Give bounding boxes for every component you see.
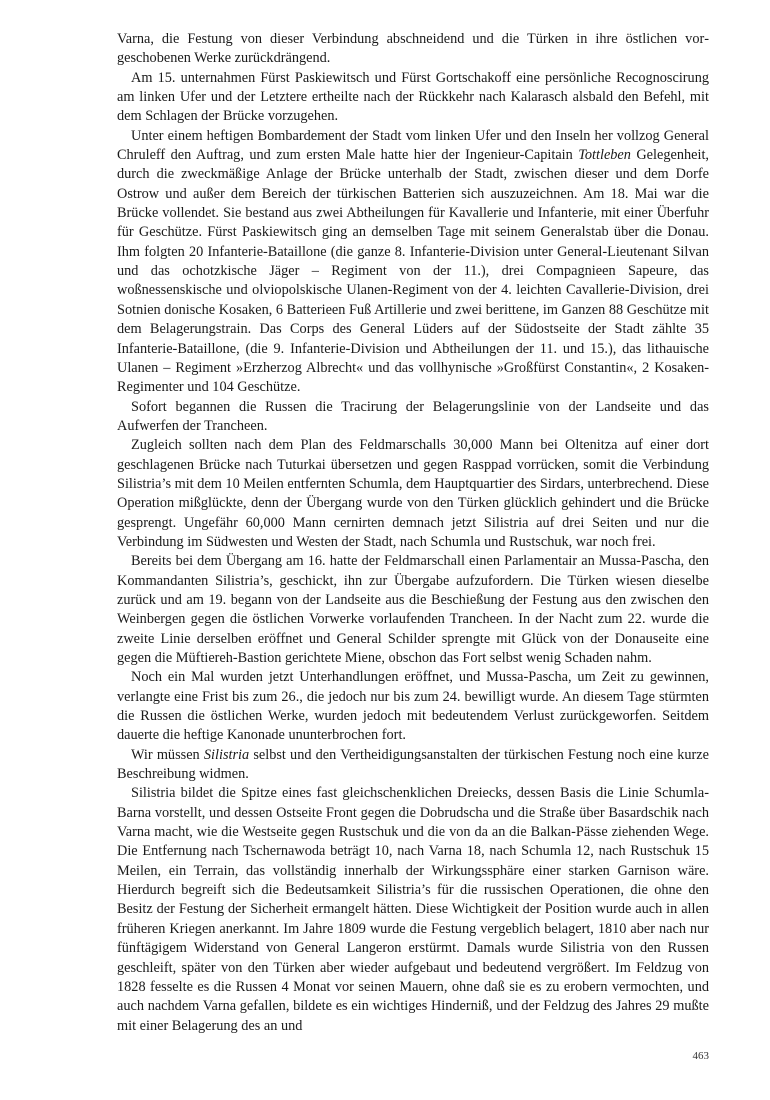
paragraph-8-part-b: selbst und den Vertheidigungsanstalten der türkischen Festung noch eine kurze Beschreibung widmen. — [117, 746, 709, 783]
paragraph-1: Varna, die Festung von dieser Verbindung abschneidend und die Türken in ihre östlichen vorgeschobenen Werke zurückdrängend. — [117, 31, 709, 67]
paragraph-4: Sofort begannen die Russen die Tracirung der Belagerungslinie von der Landseite und das Aufwerfen der Trancheen. — [117, 398, 709, 434]
paragraph-3-part-b: Gelegenheit, durch die zweckmäßige Anlage der Brücke unterhalb der Stadt, zwischen dieser und dem Dorfe Ostrow und außer dem Bereich der türkischen Batterien sich auszuzeichnen. Am 18. Mai war die Brücke vollendet. Sie bestand aus zwei Abtheilungen für Kavallerie und Infanterie, mit einer Überfuhr für Geschütze. Fürst Paskiewitsch ging an demselben Tage mit seinem Generalstab über die Donau. Ihm folgten 20 Infanterie-Bataillone (die ganze 8. Infanterie-Division unter General-Lieutenant Silvan und das ochotzkische Jäger – Regiment von der 11.), drei Compagnieen Sapeure, das woßnessenskische und olviopolskische Ulanen-Regiment von der 4. leichten Cavallerie-Division, drei Sotnien donische Kosaken, 6 Batterieen Fuß Artillerie und zwei berittene, im Ganzen 88 Geschütze mit dem Belagerungstrain. Das Corps des General Lüders auf der Südostseite der Stadt zählte 35 Infanterie-Bataillone, (die 9. Infanterie-Division und Abtheilungen der 11. und 15.), das lithauische Ulanen – Regiment »Erzherzog Albrecht« und das vollhynische »Großfürst Constantin«, 2 Kosaken-Regimenter und 104 Geschütze. — [117, 147, 710, 396]
paragraph-8 — [117, 746, 709, 785]
paragraph-6: Bereits bei dem Übergang am 16. hatte der Feldmarschall einen Parlamentair an Mussa-Pascha, den Kommandanten Silistria’s, geschickt, ihn zur Übergabe aufzufordern. Die Türken wiesen dieselbe zurück und am 19. begann von der Landseite aus die Beschießung der Festung aus den zwischen den Weinbergen gegen die östlichen Vorwerke vorlaufenden Trancheen. In der Nacht zum 22. wurde die zweite Linie derselben eröffnet und General Schilder sprengte mit Glück von der Donauseite eine gegen die Müftiereh-Bastion gerichtete Miene, obschon das Fort selbst wenig Schaden nahm. — [117, 553, 709, 666]
page-number: 463 — [692, 1050, 709, 1062]
paragraph-8-italic-name: Silistria — [203, 746, 250, 763]
paragraph-3-part-a: Unter einem heftigen Bombardement der Stadt vom linken Ufer und den Inseln her vollzog General Chruleff den Auftrag, und zum ersten Male hatte hier der Ingenieur-Capitain — [117, 127, 709, 164]
paragraph-9: Silistria bildet die Spitze eines fast gleichschenklichen Dreiecks, dessen Basis die Linie Schumla-Barna vorstellt, und dessen Ostseite Front gegen die Dobrudscha und die Straße über Basardschik nach Varna macht, wie die Westseite gegen Rustschuk und die von da an die Balkan-Pässe ziehenden Wege. Die Entfernung nach Tschernawoda beträgt 10, nach Varna 18, nach Schumla 12, nach Rustschuk 15 Meilen, ein Terrain, das vollständig innerhalb der Wirkungssphäre einer starken Garnison wäre. Hierdurch begreift sich die Bedeutsamkeit Silistria’s für die russischen Operationen, die ohne den Besitz der Festung der Sicherheit ermangelt hätten. Diese Wichtigkeit der Position wurde auch in allen früheren Kriegen anerkannt. Im Jahre 1809 wurde die Festung vergeblich belagert, 1810 aber nach nur fünftägigem Widerstand von General Langeron erstürmt. Damals wurde Silistria von den Russen geschleift, später von den Türken aber wieder aufgebaut und bedeutend vergrößert. Im Feldzug von 1828 fesselte es die Russen 4 Monat vor seinen Mauern, ohne daß sie es zu erobern vermochten, und auch nachdem Varna gefallen, bildete es ein wichtiges Hinderniß, und der Feldzug des Jahres 29 mußte mit einer Belagerung des an und — [117, 785, 709, 1034]
paragraph-8-part-a: Wir müssen — [131, 746, 204, 763]
paragraph-7: Noch ein Mal wurden jetzt Unterhandlungen eröffnet, und Mussa-Pascha, um Zeit zu gewinnen, verlangte eine Frist bis zum 26., die jedoch nur bis zum 24. bewilligt wurde. An diesem Tage stürmten die Russen die östlichen Werke, wurden jedoch mit bedeutendem Verlust zurückgeworfen. Seitdem dauerte die heftige Kanonade ununterbrochen fort. — [117, 669, 709, 744]
paragraph-3-italic-name: Tottleben — [578, 147, 631, 164]
paragraph-3 — [117, 127, 709, 398]
paragraph-5: Zugleich sollten nach dem Plan des Feldmarschalls 30,000 Mann bei Oltenitza auf einer dort geschlagenen Brücke nach Tuturkai übersetzen und gegen Raspрad vorrücken, somit die Verbindung Silistria’s mit dem 10 Meilen entfernten Schumla, dem Hauptquartier des Sirdars, unterbrechend. Diese Operation mißglückte, denn der Übergang wurde von den Türken glücklich gehindert und die Brücke gesprengt. Ungefähr 60,000 Mann cernirten demnach jetzt Silistria auf drei Seiten und nur die Verbindung im Südwesten und Westen der Stadt, nach Schumla und Rustschuk, war noch frei. — [117, 437, 709, 550]
book-page-text — [117, 30, 709, 1036]
paragraph-2: Am 15. unternahmen Fürst Paskiewitsch und Fürst Gortschakoff eine persönliche Recognoscirung am linken Ufer und der Letztere ertheilte nach der Rückkehr nach Kalarasch alsbald den Befehl, mit dem Schlagen der Brücke vorzugehen. — [117, 69, 709, 125]
